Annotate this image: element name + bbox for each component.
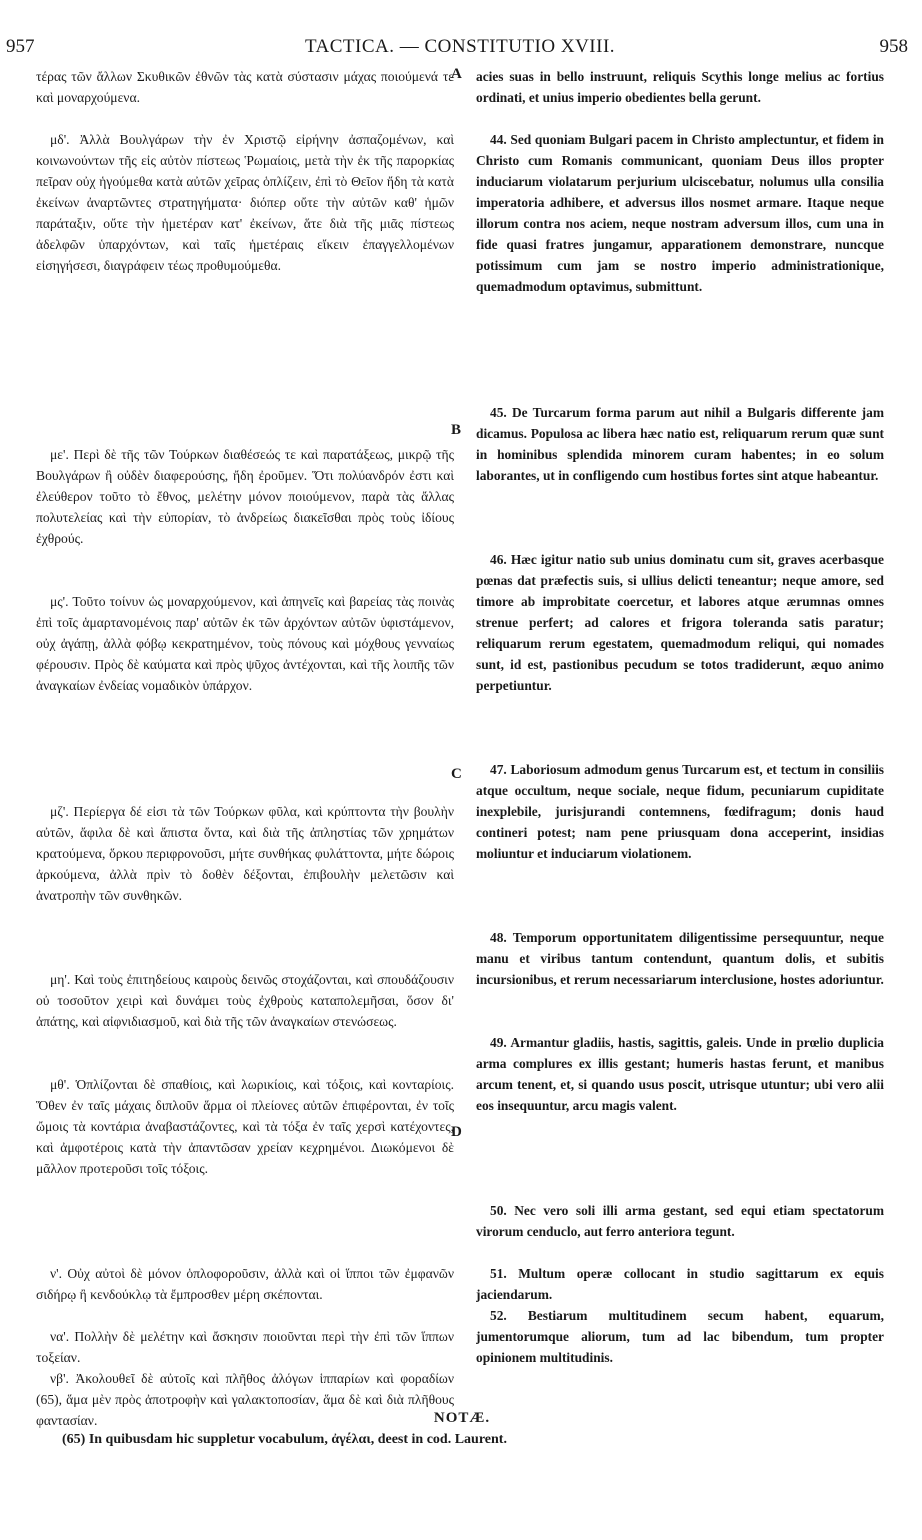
greek-paragraph-49: μθ'. Ὁπλίζονται δὲ σπαθίοις, καὶ λωρικίοις, καὶ τόξοις, καὶ κονταρίοις. Ὅθεν ἐν ταῖς μάχαις διπλοῦν ἅρμα οἱ πλείονες αὐτῶν ἐπιφέρονται, ἐν τοῖς ὤμοις τὰ κοντάρια ἀναβαστάζοντες, καὶ τὰ τόξα ἐν ταῖς χερσὶ κατέχοντες, καὶ ἀμφοτέροις κατὰ τὴν ἀπαντῶσαν χρείαν κεχρημένοι. Διωκόμενοι δὲ μᾶλλον προτεροῦσι τοῖς τόξοις. [36, 1077, 454, 1176]
greek-paragraph-48: μη'. Καὶ τοὺς ἐπιτηδείους καιροὺς δεινῶς στοχάζονται, καὶ σπουδάζουσιν οὐ τοσοῦτον χειρὶ καὶ δυνάμει τοὺς ἐχθροὺς καταπολεμῆσαι, ὅσον δι' ἀπάτης, καὶ αἰφνιδιασμοῦ, καὶ διὰ τῆς τῶν ἀναγκαίων στενώσεως. [36, 972, 454, 1029]
notes-title: NOTÆ. [433, 1410, 491, 1426]
margin-letter-c: C [451, 766, 462, 782]
latin-paragraph-50: 50. Nec vero soli illi arma gestant, sed equi etiam spectatorum virorum cenduclo, aut ferro anteriora tegunt. [476, 1203, 884, 1239]
running-header [4, 32, 916, 62]
greek-column [36, 66, 454, 1434]
page-number-left: 957 [6, 36, 35, 57]
greek-paragraph-51: να'. Πολλὴν δὲ μελέτην καὶ ἄσκησιν ποιοῦνται περὶ τὴν ἐπὶ τῶν ἵππων τοξείαν. [36, 1329, 454, 1365]
latin-paragraph-52: 52. Bestiarum multitudinem secum habent, equarum, jumentorumque aliorum, tum ad lac bibendum, tum propter opinionem multitudinis. [476, 1308, 884, 1365]
footnote-65: (65) In quibusdam hic suppletur vocabulum, ἀγέλαι, deest in cod. Laurent. [62, 1432, 507, 1447]
margin-letter-d: D [451, 1124, 462, 1140]
margin-letters [451, 66, 473, 1434]
greek-paragraph-46: μς'. Τοῦτο τοίνυν ὡς μοναρχούμενον, καὶ ἀπηνεῖς καὶ βαρείας τὰς ποινὰς ἐπὶ τοῖς ἁμαρτανομένοις παρ' αὐτῶν ἐκ τῶν ἀρχόντων αὐτῶν ὑφιστάμενον, οὐχ ἀγάπῃ, ἀλλὰ φόβῳ κεκρατημένον, τοὺς πόνους καὶ μόχθους γενναίως φέρουσιν. Πρὸς δὲ καύματα καὶ πρὸς ψῦχος ἀντέχονται, καὶ τῆς λοιπῆς τῶν ἀναγκαίων ἐνδείας νομαδικὸν ὑπάρχον. [36, 594, 454, 693]
latin-column [476, 66, 884, 1434]
running-title: TACTICA. — CONSTITUTIO XVIII. [304, 36, 616, 57]
greek-paragraph-44: μδ'. Ἀλλὰ Βουλγάρων τὴν ἐν Χριστῷ εἰρήνην ἀσπαζομένων, καὶ κοινωνούντων τῆς εἰς αὐτὸν πίστεως Ῥωμαίοις, μετὰ τὴν ἐκ τῆς παρορκίας πεῖραν οὐχ ἡγούμεθα κατὰ αὐτῶν χεῖρας ὁπλίζειν, ἐπὶ τὸ Θεῖον ἤδη τὰ κατὰ ἐκείνων ἀναρτῶντες στρατηγήματα· διόπερ οὔτε τὴν αὐτῶν καθ' ἡμῶν παράταξιν, οὔτε τὴν ἡμετέραν κατ' ἐκείνων, ἅτε διὰ τῆς μιᾶς πίστεως ἀδελφῶν ὑπαρχόντων, καὶ ταῖς ἡμετέραις εἴκειν ἐπαγγελλομένων εἰσηγήσεσι, διαγράφειν τέως προθυμούμεθα. [36, 132, 454, 273]
margin-letter-b: B [451, 422, 462, 438]
latin-paragraph-49: 49. Armantur gladiis, hastis, sagittis, galeis. Unde in prœlio duplicia arma complures ex illis gestant; humeris hastas ferunt, et manibus arcum tenent, et, si quando usus poscit, utrisque utuntur; ubi vero alii eos insequuntur, arcu magis valent. [476, 1035, 884, 1113]
latin-paragraph-continuation: acies suas in bello instruunt, reliquis Scythis longe melius ac fortius ordinati, et unius imperio obedientes bella gerunt. [476, 69, 884, 105]
greek-paragraph-45: με'. Περὶ δὲ τῆς τῶν Τούρκων διαθέσεώς τε καὶ παρατάξεως, μικρῷ τῆς Βουλγάρων ἢ οὐδὲν διαφερούσης, ἤδη ἐροῦμεν. Ὅτι πολύανδρόν ἐστι καὶ ἐλεύθερον τοῦτο τὸ ἔθνος, μελέτην μόνον ποιούμενον, παρὰ τὰς ἄλλας πολυτελείας καὶ τὴν εὐπορίαν, τὸ ἀνδρείως διακεῖσθαι πρὸς τοὺς ἰδίους ἐχθρούς. [36, 447, 454, 546]
notes-section [62, 1410, 862, 1470]
latin-paragraph-44: 44. Sed quoniam Bulgari pacem in Christo amplectuntur, et fidem in Christo cum Romanis communicant, quoniam Deus illos propter induciarum violatarum perjurium ulciscebatur, nolumus ulla consilia imperatoria adhibere, et adversus illos nosmet armare. Itaque neque illorum contra nos aciem, neque nostram adversum illos, cum una in fide quasi fratres jungamur, apparationem demonstrare, nuncque potissimum cum jam se nostro imperio administrationique, quemadmodum optavimus, submittunt. [476, 132, 884, 294]
latin-paragraph-47: 47. Laboriosum admodum genus Turcarum est, et tectum in consiliis atque occultum, neque sociale, neque fidum, pecuniarum cupiditate inexplebile, jurisjurandi contemnens, fœdifragum; donis haud contineri potest; nam pene priusquam dona acceperint, insidias moliuntur et induciarum violationem. [476, 762, 884, 861]
greek-paragraph-50: ν'. Οὐχ αὐτοὶ δὲ μόνον ὁπλοφοροῦσιν, ἀλλὰ καὶ οἱ ἵπποι τῶν ἐμφανῶν σιδήρῳ ἢ κενδούκλῳ τὰ ἔμπροσθεν μέρη σκέπονται. [36, 1266, 454, 1302]
page-number-right: 958 [879, 36, 908, 57]
latin-paragraph-51: 51. Multum operæ collocant in studio sagittarum ex equis jaciendarum. [476, 1266, 884, 1302]
greek-paragraph-continuation: τέρας τῶν ἄλλων Σκυθικῶν ἐθνῶν τὰς κατὰ σύστασιν μάχας ποιούμενά τε καὶ μοναρχούμενα. [36, 69, 454, 105]
latin-paragraph-45: 45. De Turcarum forma parum aut nihil a Bulgaris differente jam dicamus. Populosa ac libera hæc natio est, reliquarum rerum quæ sunt in hominibus splendida minorem curam habentes; in eo solum laborantes, ut in confligendo cum hostibus fortes sint atque habeantur. [476, 405, 884, 483]
greek-paragraph-47: μζ'. Περίεργα δέ εἰσι τὰ τῶν Τούρκων φῦλα, καὶ κρύπτοντα τὴν βουλὴν αὐτῶν, ἄφιλα δὲ καὶ ἄπιστα ὄντα, καὶ διὰ τῆς ἀπληστίας τῶν χρημάτων κρατούμενα, ὅρκου περιφρονοῦσι, μήτε συνθήκας φυλάττοντα, μήτε δώροις ἀρκούμενα, ἀλλὰ πρὶν τὸ δοθὲν δέξονται, ἐπιβουλὴν μελετῶσιν καὶ ἀνατροπὴν τῶν συνθηκῶν. [36, 804, 454, 903]
greek-paragraph-52: νβ'. Ἀκολουθεῖ δὲ αὐτοῖς καὶ πλῆθος ἀλόγων ἱππαρίων καὶ φοραδίων (65), ἅμα μὲν πρὸς ἀποτροφὴν καὶ γαλακτοποσίαν, ἅμα δὲ καὶ διὰ πλῆθους φαντασίαν. [36, 1371, 454, 1428]
margin-letter-a: A [451, 66, 462, 82]
latin-paragraph-46: 46. Hæc igitur natio sub unius dominatu cum sit, graves acerbasque pœnas dat præfectis suis, si ullius delicti teneantur; neque amore, sed timore ab improbitate coercetur, et labores atque ærumnas omnes strenue perfert; ad calores et frigora toleranda satis paratur; reliquarum rerum egestatem, quemadmodum reliqui, qui nomades sunt, id est, pastionibus pecudum se totos tradiderunt, æquo animo perpetiuntur. [476, 552, 884, 693]
latin-paragraph-48: 48. Temporum opportunitatem diligentissime persequuntur, neque manu et viribus tantum contendunt, quantum dolis, et subitis incursionibus, et rerum necessariarum interclusione, hostes adoriuntur. [476, 930, 884, 987]
